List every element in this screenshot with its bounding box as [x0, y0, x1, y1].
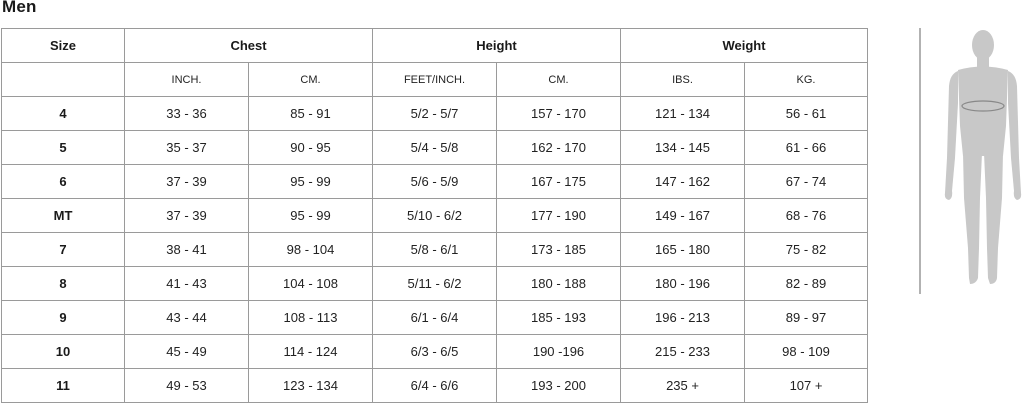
height-feet-inch-cell: 6/1 - 6/4: [373, 301, 497, 335]
neck-shape: [977, 57, 989, 67]
height-cm-cell: 180 - 188: [497, 267, 621, 301]
table-row: [2, 301, 868, 335]
right-leg-shape: [984, 153, 1003, 284]
weight-lbs-cell: 134 - 145: [621, 131, 745, 165]
unit-header-chest-inch: INCH.: [125, 63, 249, 97]
height-cm-cell: 167 - 175: [497, 165, 621, 199]
chest-cm-cell: 114 - 124: [249, 335, 373, 369]
chest-inch-cell: 38 - 41: [125, 233, 249, 267]
height-cm-cell: 185 - 193: [497, 301, 621, 335]
height-cm-cell: 190 -196: [497, 335, 621, 369]
weight-lbs-cell: 215 - 233: [621, 335, 745, 369]
table-row: [2, 131, 868, 165]
height-header: Height: [373, 29, 621, 63]
weight-kg-cell: 107 +: [745, 369, 868, 403]
body-figure-panel: [918, 28, 1024, 294]
weight-kg-cell: 98 - 109: [745, 335, 868, 369]
height-feet-inch-cell: 5/2 - 5/7: [373, 97, 497, 131]
height-cm-cell: 173 - 185: [497, 233, 621, 267]
chest-inch-cell: 37 - 39: [125, 165, 249, 199]
page-title: Men: [2, 0, 37, 16]
weight-lbs-cell: 180 - 196: [621, 267, 745, 301]
chest-inch-cell: 45 - 49: [125, 335, 249, 369]
weight-kg-cell: 56 - 61: [745, 97, 868, 131]
chest-cm-cell: 108 - 113: [249, 301, 373, 335]
table-row: [2, 199, 868, 233]
chest-inch-cell: 43 - 44: [125, 301, 249, 335]
chest-cm-cell: 95 - 99: [249, 199, 373, 233]
height-feet-inch-cell: 5/4 - 5/8: [373, 131, 497, 165]
size-cell: 11: [2, 369, 125, 403]
unit-header-weight-kg: KG.: [745, 63, 868, 97]
left-leg-shape: [963, 153, 982, 284]
table-row: [2, 267, 868, 301]
height-feet-inch-cell: 6/3 - 6/5: [373, 335, 497, 369]
size-cell: MT: [2, 199, 125, 233]
chest-cm-cell: 95 - 99: [249, 165, 373, 199]
weight-lbs-cell: 121 - 134: [621, 97, 745, 131]
size-cell: 10: [2, 335, 125, 369]
group-header-row: [2, 29, 868, 63]
human-body-silhouette-icon: [918, 28, 1024, 294]
right-arm-shape: [1008, 71, 1021, 200]
head-shape: [972, 30, 994, 60]
table-row: [2, 165, 868, 199]
chest-inch-cell: 37 - 39: [125, 199, 249, 233]
size-cell: 9: [2, 301, 125, 335]
height-feet-inch-cell: 5/10 - 6/2: [373, 199, 497, 233]
height-cm-cell: 177 - 190: [497, 199, 621, 233]
weight-kg-cell: 82 - 89: [745, 267, 868, 301]
weight-kg-cell: 89 - 97: [745, 301, 868, 335]
height-cm-cell: 157 - 170: [497, 97, 621, 131]
unit-header-height-feet-inch: FEET/INCH.: [373, 63, 497, 97]
size-cell: 4: [2, 97, 125, 131]
height-cm-cell: 162 - 170: [497, 131, 621, 165]
chest-inch-cell: 35 - 37: [125, 131, 249, 165]
size-cell: 6: [2, 165, 125, 199]
weight-header: Weight: [621, 29, 868, 63]
weight-lbs-cell: 147 - 162: [621, 165, 745, 199]
table-row: [2, 233, 868, 267]
left-arm-shape: [945, 71, 958, 200]
weight-kg-cell: 68 - 76: [745, 199, 868, 233]
weight-lbs-cell: 149 - 167: [621, 199, 745, 233]
size-unit-blank: [2, 63, 125, 97]
unit-header-chest-cm: CM.: [249, 63, 373, 97]
chest-cm-cell: 85 - 91: [249, 97, 373, 131]
weight-lbs-cell: 165 - 180: [621, 233, 745, 267]
height-feet-inch-cell: 6/4 - 6/6: [373, 369, 497, 403]
size-chart-table: [1, 28, 868, 403]
weight-kg-cell: 61 - 66: [745, 131, 868, 165]
size-header: Size: [2, 29, 125, 63]
height-cm-cell: 193 - 200: [497, 369, 621, 403]
unit-header-height-cm: CM.: [497, 63, 621, 97]
weight-lbs-cell: 235 +: [621, 369, 745, 403]
chest-inch-cell: 33 - 36: [125, 97, 249, 131]
weight-lbs-cell: 196 - 213: [621, 301, 745, 335]
unit-header-row: [2, 63, 868, 97]
size-cell: 8: [2, 267, 125, 301]
chest-inch-cell: 49 - 53: [125, 369, 249, 403]
chest-cm-cell: 104 - 108: [249, 267, 373, 301]
weight-kg-cell: 67 - 74: [745, 165, 868, 199]
chest-cm-cell: 123 - 134: [249, 369, 373, 403]
chest-cm-cell: 90 - 95: [249, 131, 373, 165]
chest-inch-cell: 41 - 43: [125, 267, 249, 301]
unit-header-weight-lbs: IBS.: [621, 63, 745, 97]
size-cell: 7: [2, 233, 125, 267]
table-row: [2, 97, 868, 131]
height-feet-inch-cell: 5/6 - 5/9: [373, 165, 497, 199]
chest-cm-cell: 98 - 104: [249, 233, 373, 267]
table-row: [2, 369, 868, 403]
height-feet-inch-cell: 5/8 - 6/1: [373, 233, 497, 267]
chest-header: Chest: [125, 29, 373, 63]
weight-kg-cell: 75 - 82: [745, 233, 868, 267]
size-cell: 5: [2, 131, 125, 165]
height-feet-inch-cell: 5/11 - 6/2: [373, 267, 497, 301]
table-row: [2, 335, 868, 369]
